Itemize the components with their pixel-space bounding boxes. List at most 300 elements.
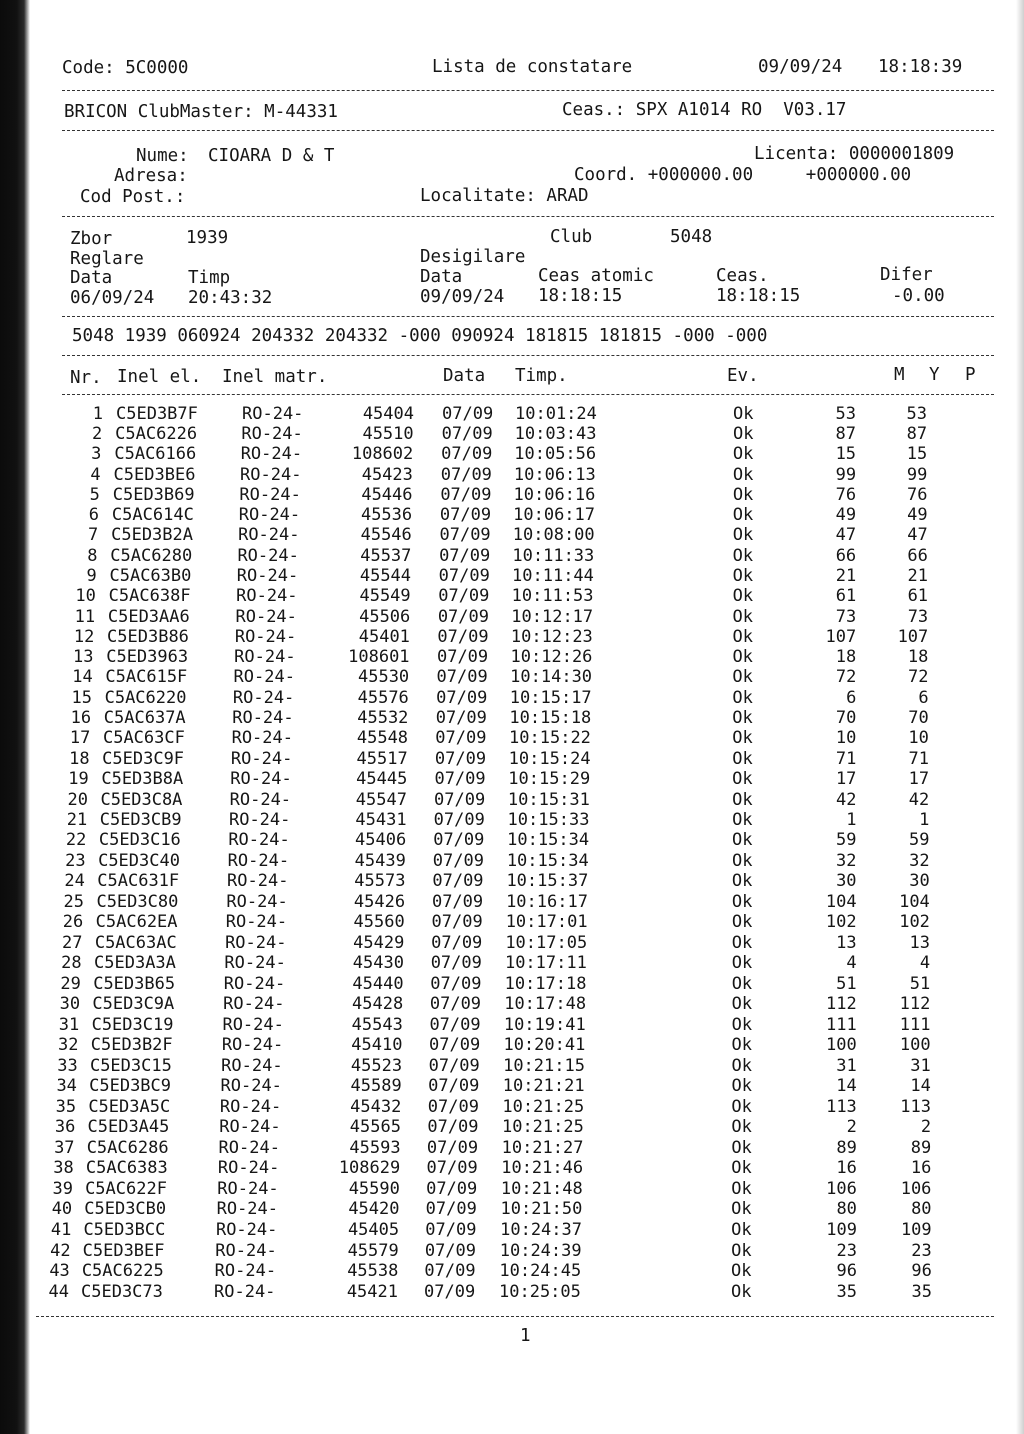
cell-m: 35	[836, 1281, 857, 1302]
cell-y: 42	[908, 789, 930, 810]
cell-m: 61	[835, 586, 857, 607]
cell-electronic-ring: C5AC638F	[108, 586, 191, 607]
separator-3	[62, 216, 994, 217]
cell-date: 07/09	[426, 1137, 479, 1158]
cell-date: 07/09	[426, 1158, 478, 1179]
table-row	[0, 728, 1024, 748]
cell-ring-prefix: RO-24-	[229, 789, 292, 810]
cell-event: Ok	[732, 565, 754, 586]
cell-time: 10:25:05	[499, 1281, 581, 1302]
cell-nr: 27	[61, 932, 83, 953]
separator-6	[62, 394, 994, 395]
table-row	[0, 1282, 1024, 1302]
cell-electronic-ring: C5ED3AA6	[107, 606, 190, 627]
cell-date: 07/09	[437, 606, 489, 627]
cell-nr: 14	[72, 667, 93, 688]
cell-date: 07/09	[428, 1055, 480, 1076]
cell-y: 100	[899, 1035, 931, 1055]
cell-date: 07/09	[432, 850, 484, 871]
cell-date: 07/09	[432, 871, 484, 892]
cell-ring-prefix: RO-24-	[223, 973, 286, 994]
cell-electronic-ring: C5ED3A3A	[94, 953, 176, 974]
cell-ring-number: 45406	[355, 830, 407, 851]
cell-ring-prefix: RO-24-	[238, 505, 301, 526]
cell-nr: 37	[54, 1137, 75, 1158]
cell-ring-prefix: RO-24-	[217, 1158, 280, 1179]
cell-time: 10:15:37	[506, 871, 589, 892]
cell-event: Ok	[731, 1220, 752, 1240]
cell-date: 07/09	[428, 1076, 480, 1097]
cell-date: 07/09	[434, 769, 486, 790]
col-header-time: Timp.	[515, 366, 568, 386]
cell-electronic-ring: C5ED3BEF	[82, 1240, 165, 1261]
cell-nr: 12	[73, 626, 95, 647]
cell-event: Ok	[732, 545, 754, 566]
cell-date: 07/09	[429, 994, 482, 1014]
table-row	[0, 749, 1024, 769]
cell-nr: 7	[88, 525, 99, 546]
separator-2	[62, 130, 994, 131]
cell-electronic-ring: C5AC615F	[105, 667, 188, 688]
cell-nr: 24	[64, 871, 85, 892]
cell-time: 10:15:22	[509, 728, 591, 749]
separator-7	[36, 1316, 994, 1317]
table-row	[0, 1199, 1024, 1219]
cell-time: 10:24:37	[500, 1220, 582, 1240]
cell-m: 99	[835, 464, 857, 485]
cell-ring-number: 45549	[359, 586, 411, 607]
cell-ring-number: 45446	[361, 484, 413, 505]
cell-date: 07/09	[438, 586, 490, 607]
cell-event: Ok	[732, 647, 753, 668]
cell-nr: 31	[58, 1014, 80, 1035]
cell-nr: 29	[60, 973, 81, 994]
cell-event: Ok	[732, 424, 754, 445]
cell-ring-prefix: RO-24-	[221, 1055, 283, 1076]
cell-ring-number: 45410	[351, 1035, 403, 1055]
cell-ring-prefix: RO-24-	[214, 1281, 276, 1302]
cell-time: 10:24:39	[499, 1240, 582, 1261]
cell-y: 49	[907, 505, 928, 526]
cell-m: 112	[825, 994, 857, 1014]
cell-y: 70	[908, 708, 929, 729]
table-row	[0, 912, 1024, 932]
table-row	[0, 1261, 1024, 1281]
table-row	[0, 790, 1024, 810]
col-header-date: Data	[443, 366, 486, 386]
cell-ring-number: 45421	[346, 1281, 398, 1302]
col-header-ring-number: Inel matr.	[222, 367, 328, 387]
cell-y: 113	[900, 1096, 931, 1117]
cell-time: 10:03:43	[514, 424, 597, 445]
cell-event: Ok	[731, 1117, 752, 1138]
atomic-clock-label: Ceas atomic	[538, 266, 654, 286]
setting-time: 20:43:32	[188, 288, 273, 308]
cell-y: 15	[906, 444, 928, 465]
cell-date: 07/09	[425, 1220, 477, 1240]
cell-y: 18	[907, 647, 929, 668]
table-row	[0, 851, 1024, 871]
cell-electronic-ring: C5ED3B69	[112, 484, 195, 505]
cell-nr: 42	[50, 1240, 71, 1261]
cell-ring-number: 45430	[352, 953, 404, 974]
table-row	[0, 566, 1024, 586]
cell-time: 10:21:21	[502, 1076, 585, 1097]
unsealing-date: 09/09/24	[420, 287, 505, 307]
cell-m: 109	[826, 1220, 857, 1240]
cell-y: 73	[907, 606, 929, 627]
cell-time: 10:15:29	[508, 769, 591, 790]
cell-event: Ok	[732, 586, 754, 607]
cell-y: 102	[899, 912, 930, 933]
cell-ring-prefix: RO-24-	[239, 484, 301, 505]
cell-ring-prefix: RO-24-	[236, 586, 298, 607]
cell-m: 53	[835, 404, 856, 424]
cell-electronic-ring: C5ED3B65	[93, 973, 176, 994]
cell-ring-prefix: RO-24-	[219, 1096, 282, 1117]
cell-time: 10:12:26	[510, 647, 593, 668]
cell-y: 51	[909, 973, 931, 994]
cell-nr: 23	[65, 850, 86, 871]
cell-ring-prefix: RO-24-	[220, 1076, 282, 1097]
clock-time: 18:18:15	[716, 286, 801, 306]
cell-y: 106	[900, 1178, 932, 1199]
cell-m: 16	[836, 1158, 857, 1179]
cell-ring-prefix: RO-24-	[240, 444, 303, 465]
cell-date: 07/09	[433, 830, 485, 851]
cell-date: 07/09	[429, 1014, 481, 1035]
cell-nr: 35	[55, 1096, 77, 1117]
cell-nr: 3	[91, 444, 102, 465]
cell-y: 99	[906, 464, 928, 485]
cell-ring-prefix: RO-24-	[215, 1220, 278, 1240]
cell-time: 10:08:00	[512, 525, 595, 546]
cell-ring-number: 45565	[349, 1117, 401, 1138]
cell-date: 07/09	[426, 1178, 478, 1199]
coordinates: Coord. +000000.00 +000000.00	[574, 165, 912, 185]
cell-y: 21	[907, 565, 928, 586]
table-row	[0, 1015, 1024, 1035]
cell-ring-number: 45579	[347, 1240, 399, 1261]
club-label: Club	[550, 227, 593, 247]
cell-y: 31	[910, 1055, 931, 1076]
cell-date: 07/09	[439, 505, 492, 526]
cell-time: 10:17:01	[505, 912, 588, 933]
cell-nr: 38	[53, 1158, 74, 1179]
cell-m: 1	[846, 810, 857, 830]
cell-m: 18	[835, 647, 857, 668]
cell-y: 104	[899, 891, 930, 912]
cell-time: 10:17:11	[504, 953, 587, 974]
difference-label: Difer	[880, 265, 933, 285]
cell-time: 10:21:25	[501, 1117, 584, 1138]
cell-nr: 36	[54, 1117, 76, 1138]
cell-date: 07/09	[431, 932, 483, 953]
cell-date: 07/09	[439, 525, 491, 546]
table-row	[0, 769, 1024, 789]
cell-ring-prefix: RO-24-	[214, 1261, 277, 1282]
cell-ring-prefix: RO-24-	[221, 1035, 284, 1055]
cell-nr: 41	[50, 1220, 72, 1240]
cell-y: 87	[906, 424, 928, 445]
cell-date: 07/09	[430, 973, 482, 994]
table-row	[0, 627, 1024, 647]
cell-time: 10:15:24	[508, 748, 591, 769]
cell-ring-number: 45590	[348, 1178, 400, 1199]
cell-y: 13	[909, 932, 931, 953]
cell-date: 07/09	[424, 1261, 476, 1282]
cell-event: Ok	[731, 1055, 752, 1076]
cell-event: Ok	[732, 769, 753, 790]
table-row	[0, 810, 1024, 830]
cell-ring-prefix: RO-24-	[217, 1178, 279, 1199]
cell-ring-number: 45420	[348, 1199, 400, 1220]
cell-time: 10:11:53	[511, 586, 594, 607]
cell-event: Ok	[731, 1137, 752, 1158]
cell-event: Ok	[731, 1281, 752, 1302]
club-number: 5048	[670, 227, 713, 247]
cell-m: 111	[825, 1014, 857, 1035]
cell-event: Ok	[731, 973, 753, 994]
cell-m: 47	[835, 525, 857, 546]
cell-ring-prefix: RO-24-	[235, 606, 297, 627]
cell-time: 10:15:34	[507, 830, 590, 851]
cell-y: 30	[909, 871, 930, 892]
cell-electronic-ring: C5ED3CB9	[99, 810, 182, 830]
cell-date: 07/09	[435, 708, 487, 729]
cell-y: 107	[897, 626, 929, 647]
name-label: Nume:	[136, 146, 189, 166]
cell-time: 10:11:33	[512, 545, 595, 566]
cell-event: Ok	[731, 932, 753, 953]
cell-y: 16	[910, 1158, 932, 1179]
cell-m: 2	[846, 1117, 857, 1138]
cell-time: 10:06:17	[513, 505, 596, 526]
cell-electronic-ring: C5ED3CB0	[84, 1199, 167, 1220]
cell-y: 23	[911, 1240, 932, 1261]
cell-ring-number: 45440	[352, 973, 404, 994]
cell-electronic-ring: C5AC6286	[86, 1137, 169, 1158]
cell-m: 76	[835, 484, 857, 505]
cell-ring-number: 45536	[360, 505, 413, 526]
cell-electronic-ring: C5AC63AC	[94, 932, 177, 953]
cell-date: 07/09	[431, 912, 483, 933]
cell-time: 10:17:05	[505, 932, 588, 953]
cell-m: 49	[835, 505, 857, 526]
cell-date: 07/09	[438, 565, 490, 586]
cell-y: 4	[919, 953, 931, 974]
cell-y: 66	[907, 545, 928, 566]
cell-nr: 6	[88, 505, 100, 526]
cell-m: 96	[836, 1261, 857, 1282]
cell-date: 07/09	[440, 464, 492, 485]
cell-time: 10:12:17	[511, 606, 594, 627]
cell-m: 106	[826, 1178, 857, 1199]
unsealing-date-label: Data	[420, 267, 463, 287]
setting-label: Reglare	[70, 249, 144, 269]
cell-nr: 25	[63, 891, 85, 912]
cell-electronic-ring: C5AC6383	[85, 1158, 168, 1179]
table-row	[0, 974, 1024, 994]
cell-ring-prefix: RO-24-	[225, 932, 287, 953]
cell-m: 31	[836, 1055, 857, 1076]
cell-ring-prefix: RO-24-	[232, 708, 294, 729]
cell-m: 87	[835, 424, 857, 445]
cell-m: 80	[836, 1199, 857, 1220]
setting-date: 06/09/24	[70, 288, 155, 308]
cell-electronic-ring: C5ED3BC9	[89, 1076, 172, 1097]
code-label: Code: 5C0000	[62, 58, 189, 78]
setting-date-label: Data	[70, 268, 113, 288]
cell-ring-prefix: RO-24-	[231, 728, 293, 749]
cell-date: 07/09	[439, 545, 491, 566]
cell-ring-prefix: RO-24-	[232, 687, 295, 708]
separator-5	[62, 355, 994, 356]
cell-nr: 2	[91, 424, 103, 445]
cell-event: Ok	[731, 1199, 752, 1220]
clock-label: Ceas.	[716, 266, 769, 286]
cell-time: 10:17:48	[504, 994, 587, 1014]
cell-electronic-ring: C5ED3B7F	[116, 404, 198, 424]
cell-date: 07/09	[436, 687, 488, 708]
cell-ring-prefix: RO-24-	[230, 748, 293, 769]
cell-ring-prefix: RO-24-	[230, 769, 292, 790]
cell-ring-prefix: RO-24-	[215, 1240, 277, 1261]
cell-electronic-ring: C5ED3B86	[107, 626, 189, 647]
cell-electronic-ring: C5ED3C19	[91, 1014, 174, 1035]
cell-y: 47	[907, 525, 928, 546]
cell-electronic-ring: C5ED3C15	[89, 1055, 172, 1076]
cell-nr: 26	[62, 912, 84, 933]
cell-m: 113	[826, 1096, 857, 1117]
cell-event: Ok	[732, 728, 753, 749]
cell-event: Ok	[732, 464, 754, 485]
cell-electronic-ring: C5ED3B2A	[111, 525, 193, 546]
cell-ring-number: 45404	[362, 404, 414, 424]
cell-m: 66	[835, 545, 857, 566]
cell-ring-prefix: RO-24-	[238, 525, 300, 546]
cell-ring-prefix: RO-24-	[216, 1199, 279, 1220]
locality: Localitate: ARAD	[420, 186, 589, 206]
cell-event: Ok	[731, 871, 753, 892]
cell-electronic-ring: C5AC637A	[103, 708, 186, 729]
cell-m: 59	[836, 830, 857, 851]
cell-date: 07/09	[435, 728, 487, 749]
cell-electronic-ring: C5ED3B8A	[101, 769, 184, 790]
cell-ring-number: 45560	[353, 912, 405, 933]
table-row	[0, 1138, 1024, 1158]
cell-event: Ok	[731, 953, 753, 974]
cell-electronic-ring: C5AC62EA	[95, 912, 178, 933]
cell-event: Ok	[732, 484, 754, 505]
cell-ring-prefix: RO-24-	[237, 545, 299, 566]
table-row	[0, 465, 1024, 485]
cell-time: 10:17:18	[504, 973, 587, 994]
cell-electronic-ring: C5AC6166	[114, 444, 197, 465]
cell-nr: 18	[69, 748, 90, 769]
cell-time: 10:15:18	[509, 708, 592, 729]
cell-electronic-ring: C5ED3C9F	[102, 748, 185, 769]
cell-ring-number: 45537	[360, 545, 412, 566]
table-row	[0, 1220, 1024, 1240]
cell-m: 13	[836, 932, 857, 953]
cell-ring-number: 45546	[360, 525, 412, 546]
cell-event: Ok	[732, 748, 753, 769]
cell-ring-number: 108602	[351, 444, 414, 465]
cell-electronic-ring: C5ED3B2F	[90, 1035, 173, 1055]
cell-nr: 34	[56, 1076, 77, 1097]
cell-time: 10:15:33	[507, 810, 590, 830]
cell-ring-number: 45589	[350, 1076, 402, 1097]
table-row	[0, 647, 1024, 667]
col-header-m: M	[894, 365, 905, 385]
cell-ring-prefix: RO-24-	[236, 565, 299, 586]
cell-date: 07/09	[424, 1281, 476, 1302]
cell-nr: 15	[71, 687, 92, 708]
cell-m: 14	[836, 1076, 857, 1097]
table-row	[0, 830, 1024, 850]
cell-nr: 39	[52, 1178, 73, 1199]
cell-m: 42	[835, 789, 857, 810]
cell-date: 07/09	[430, 953, 482, 974]
cell-event: Ok	[732, 626, 753, 647]
cell-time: 10:21:25	[502, 1096, 585, 1117]
cell-ring-number: 45543	[351, 1014, 403, 1035]
cell-ring-prefix: RO-24-	[228, 830, 290, 851]
encoded-summary-line: 5048 1939 060924 204332 204332 -000 090924 181815 181815 -000 -000	[72, 326, 768, 346]
cell-ring-number: 108601	[348, 647, 410, 668]
table-row	[0, 1035, 1024, 1055]
cell-electronic-ring: C5AC614C	[111, 505, 194, 526]
cell-date: 07/09	[436, 647, 489, 668]
cell-ring-prefix: RO-24-	[233, 667, 295, 688]
cell-electronic-ring: C5AC622F	[85, 1178, 167, 1199]
atomic-clock-time: 18:18:15	[538, 286, 623, 306]
cell-nr: 30	[59, 994, 81, 1014]
cell-event: Ok	[731, 994, 753, 1014]
cell-electronic-ring: C5AC63CF	[102, 728, 185, 749]
cell-event: Ok	[731, 850, 753, 871]
licence-number: Licenta: 0000001809	[754, 144, 955, 164]
cell-ring-number: 45432	[350, 1096, 402, 1117]
cell-ring-prefix: RO-24-	[223, 994, 285, 1014]
cell-nr: 10	[75, 586, 96, 607]
cell-y: 10	[908, 728, 929, 749]
separator-4	[62, 316, 994, 317]
cell-y: 14	[910, 1076, 931, 1097]
cell-m: 6	[846, 687, 857, 708]
cell-m: 21	[835, 565, 857, 586]
cell-electronic-ring: C5ED3A45	[87, 1117, 170, 1138]
cell-time: 10:19:41	[503, 1014, 586, 1035]
unsealing-label: Desigilare	[420, 247, 526, 267]
cell-nr: 4	[90, 464, 101, 485]
cell-ring-prefix: RO-24-	[228, 810, 291, 830]
cell-date: 07/09	[429, 1035, 481, 1055]
cell-nr: 21	[66, 810, 88, 830]
cell-y: 111	[899, 1014, 931, 1035]
table-row	[0, 871, 1024, 891]
cell-ring-prefix: RO-24-	[218, 1137, 280, 1158]
cell-ring-number: 45423	[361, 464, 413, 485]
table-row	[0, 424, 1024, 444]
cell-electronic-ring: C5AC6280	[110, 545, 193, 566]
cell-ring-number: 45517	[356, 748, 408, 769]
table-row	[0, 1117, 1024, 1137]
cell-nr: 11	[74, 606, 96, 627]
cell-event: Ok	[732, 525, 754, 546]
cell-electronic-ring: C5ED3BE6	[113, 464, 196, 485]
